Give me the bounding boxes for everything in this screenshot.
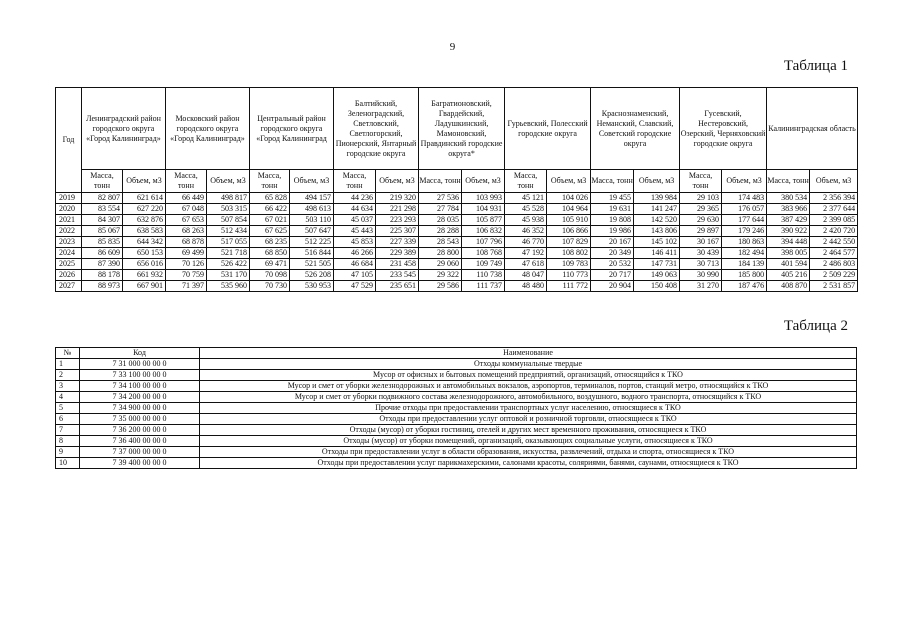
num-cell: 4 xyxy=(56,392,80,403)
mass-subheader: Масса, тонн xyxy=(419,170,462,193)
volume-subheader: Объем, м3 xyxy=(207,170,250,193)
volume-cell: 143 806 xyxy=(634,226,680,237)
volume-cell: 219 320 xyxy=(376,193,419,204)
volume-cell: 177 644 xyxy=(722,215,767,226)
mass-cell: 45 853 xyxy=(334,237,376,248)
volume-cell: 107 829 xyxy=(547,237,591,248)
region-header: Московский район городского округа «Город Калининград» xyxy=(166,88,250,170)
mass-cell: 45 443 xyxy=(334,226,376,237)
volume-cell: 174 483 xyxy=(722,193,767,204)
mass-cell: 20 532 xyxy=(591,259,634,270)
volume-cell: 145 102 xyxy=(634,237,680,248)
mass-cell: 29 103 xyxy=(680,193,722,204)
mass-cell: 68 850 xyxy=(250,248,290,259)
mass-subheader: Масса, тонн xyxy=(767,170,810,193)
mass-cell: 46 352 xyxy=(505,226,547,237)
mass-cell: 68 878 xyxy=(166,237,207,248)
volume-subheader: Объем, м3 xyxy=(376,170,419,193)
volume-cell: 2 486 803 xyxy=(810,259,858,270)
volume-cell: 146 411 xyxy=(634,248,680,259)
num-cell: 5 xyxy=(56,403,80,414)
volume-cell: 223 293 xyxy=(376,215,419,226)
year-cell: 2027 xyxy=(56,281,82,292)
table2-caption: Таблица 2 xyxy=(783,318,848,334)
table-row xyxy=(56,226,858,237)
mass-cell: 29 060 xyxy=(419,259,462,270)
region-header: Балтийский, Зеленоградский, Светловский, Светлогорский, Пионерский, Янтарный городские округа xyxy=(334,88,419,170)
code-cell: 7 34 200 00 00 0 xyxy=(80,392,200,403)
mass-cell: 67 021 xyxy=(250,215,290,226)
mass-cell: 28 288 xyxy=(419,226,462,237)
mass-cell: 19 455 xyxy=(591,193,634,204)
mass-cell: 29 365 xyxy=(680,204,722,215)
mass-cell: 408 870 xyxy=(767,281,810,292)
year-cell: 2025 xyxy=(56,259,82,270)
num-cell: 10 xyxy=(56,458,80,469)
volume-cell: 2 377 644 xyxy=(810,204,858,215)
mass-cell: 70 126 xyxy=(166,259,207,270)
mass-cell: 28 800 xyxy=(419,248,462,259)
volume-cell: 108 802 xyxy=(547,248,591,259)
mass-cell: 20 904 xyxy=(591,281,634,292)
table-row xyxy=(56,237,858,248)
table-row xyxy=(56,359,857,370)
volume-cell: 516 844 xyxy=(290,248,334,259)
num-cell: 8 xyxy=(56,436,80,447)
mass-cell: 48 480 xyxy=(505,281,547,292)
name-cell: Отходы (мусор) от уборки помещений, организаций, оказывающих социальные услуги, относящиеся к ТКО xyxy=(200,436,857,447)
volume-cell: 526 208 xyxy=(290,270,334,281)
volume-subheader: Объем, м3 xyxy=(547,170,591,193)
volume-subheader: Объем, м3 xyxy=(810,170,858,193)
region-header: Центральный район городского округа «Город Калининград xyxy=(250,88,334,170)
volume-cell: 512 225 xyxy=(290,237,334,248)
code-cell: 7 35 000 00 00 0 xyxy=(80,414,200,425)
volume-subheader: Объем, м3 xyxy=(722,170,767,193)
table-row xyxy=(56,403,857,414)
mass-cell: 20 717 xyxy=(591,270,634,281)
volume-cell: 503 315 xyxy=(207,204,250,215)
mass-cell: 394 448 xyxy=(767,237,810,248)
code-cell: 7 36 400 00 00 0 xyxy=(80,436,200,447)
volume-cell: 661 932 xyxy=(123,270,166,281)
mass-cell: 66 422 xyxy=(250,204,290,215)
year-cell: 2026 xyxy=(56,270,82,281)
mass-subheader: Масса, тонн xyxy=(250,170,290,193)
mass-cell: 28 543 xyxy=(419,237,462,248)
page-number: 9 xyxy=(449,41,456,53)
table-row xyxy=(56,281,858,292)
code-cell: 7 34 100 00 00 0 xyxy=(80,381,200,392)
volume-cell: 176 057 xyxy=(722,204,767,215)
mass-cell: 68 263 xyxy=(166,226,207,237)
table-row xyxy=(56,381,857,392)
table-row xyxy=(56,447,857,458)
mass-cell: 71 397 xyxy=(166,281,207,292)
volume-cell: 2 399 085 xyxy=(810,215,858,226)
mass-cell: 383 966 xyxy=(767,204,810,215)
table-row xyxy=(56,204,858,215)
mass-cell: 44 634 xyxy=(334,204,376,215)
code-header: Код xyxy=(80,348,200,359)
region-header: Краснознаменский, Неманский, Славский, Советский городские округа xyxy=(591,88,680,170)
year-cell: 2020 xyxy=(56,204,82,215)
volume-cell: 530 953 xyxy=(290,281,334,292)
mass-subheader: Масса, тонн xyxy=(166,170,207,193)
volume-cell: 109 783 xyxy=(547,259,591,270)
mass-cell: 45 528 xyxy=(505,204,547,215)
year-cell: 2021 xyxy=(56,215,82,226)
volume-cell: 2 442 550 xyxy=(810,237,858,248)
region-header: Гурьевский, Полесский городские округа xyxy=(505,88,591,170)
volume-cell: 225 307 xyxy=(376,226,419,237)
mass-cell: 65 828 xyxy=(250,193,290,204)
mass-cell: 46 770 xyxy=(505,237,547,248)
table1-caption: Таблица 1 xyxy=(783,58,848,74)
volume-cell: 108 768 xyxy=(462,248,505,259)
mass-cell: 46 266 xyxy=(334,248,376,259)
mass-cell: 47 105 xyxy=(334,270,376,281)
volume-cell: 110 773 xyxy=(547,270,591,281)
volume-cell: 179 246 xyxy=(722,226,767,237)
mass-cell: 45 938 xyxy=(505,215,547,226)
volume-cell: 142 520 xyxy=(634,215,680,226)
volume-cell: 229 389 xyxy=(376,248,419,259)
volume-cell: 111 772 xyxy=(547,281,591,292)
volume-cell: 494 157 xyxy=(290,193,334,204)
mass-cell: 29 586 xyxy=(419,281,462,292)
code-cell: 7 37 000 00 00 0 xyxy=(80,447,200,458)
mass-cell: 19 986 xyxy=(591,226,634,237)
volume-cell: 517 055 xyxy=(207,237,250,248)
mass-cell: 398 005 xyxy=(767,248,810,259)
num-cell: 6 xyxy=(56,414,80,425)
volume-cell: 105 877 xyxy=(462,215,505,226)
mass-cell: 67 653 xyxy=(166,215,207,226)
region-header: Ленинградский район городского округа «Город Калининград» xyxy=(82,88,166,170)
mass-subheader: Масса, тонн xyxy=(334,170,376,193)
region-header: Багратионовский, Гвардейский, Ладушкинский, Мамоновский, Правдинский городские округа* xyxy=(419,88,505,170)
mass-cell: 28 035 xyxy=(419,215,462,226)
volume-cell: 105 910 xyxy=(547,215,591,226)
volume-cell: 498 613 xyxy=(290,204,334,215)
mass-cell: 29 630 xyxy=(680,215,722,226)
mass-cell: 86 609 xyxy=(82,248,123,259)
volume-cell: 2 531 857 xyxy=(810,281,858,292)
mass-cell: 31 270 xyxy=(680,281,722,292)
volume-cell: 231 458 xyxy=(376,259,419,270)
volume-cell: 644 342 xyxy=(123,237,166,248)
volume-subheader: Объем, м3 xyxy=(634,170,680,193)
volume-cell: 512 434 xyxy=(207,226,250,237)
mass-cell: 47 618 xyxy=(505,259,547,270)
volume-cell: 147 731 xyxy=(634,259,680,270)
volume-cell: 233 545 xyxy=(376,270,419,281)
volume-cell: 107 796 xyxy=(462,237,505,248)
mass-cell: 69 499 xyxy=(166,248,207,259)
code-cell: 7 31 000 00 00 0 xyxy=(80,359,200,370)
volume-subheader: Объем, м3 xyxy=(123,170,166,193)
year-cell: 2023 xyxy=(56,237,82,248)
volume-cell: 650 153 xyxy=(123,248,166,259)
volume-cell: 2 509 229 xyxy=(810,270,858,281)
volume-subheader: Объем, м3 xyxy=(290,170,334,193)
waste-volume-table xyxy=(55,87,858,292)
table-row xyxy=(56,193,858,204)
table-row xyxy=(56,425,857,436)
mass-cell: 88 973 xyxy=(82,281,123,292)
region-header: Калининградская область xyxy=(767,88,858,170)
mass-cell: 88 178 xyxy=(82,270,123,281)
mass-cell: 30 713 xyxy=(680,259,722,270)
volume-cell: 104 964 xyxy=(547,204,591,215)
name-cell: Отходы при предоставлении услуг парикмахерскими, салонами красоты, соляриями, банями, саунами, относящиеся к ТКО xyxy=(200,458,857,469)
mass-cell: 45 037 xyxy=(334,215,376,226)
mass-cell: 87 390 xyxy=(82,259,123,270)
name-cell: Мусор и смет от уборки железнодорожных и автомобильных вокзалов, аэропортов, терминалов, портов, станций метро, относящийся к ТКО xyxy=(200,381,857,392)
num-header: № xyxy=(56,348,80,359)
mass-cell: 405 216 xyxy=(767,270,810,281)
mass-cell: 29 897 xyxy=(680,226,722,237)
num-cell: 1 xyxy=(56,359,80,370)
name-header: Наименование xyxy=(200,348,857,359)
mass-cell: 387 429 xyxy=(767,215,810,226)
mass-cell: 67 625 xyxy=(250,226,290,237)
name-cell: Отходы (мусор) от уборки гостиниц, отелей и других мест временного проживания, относящиеся к ТКО xyxy=(200,425,857,436)
mass-cell: 380 534 xyxy=(767,193,810,204)
mass-cell: 29 322 xyxy=(419,270,462,281)
mass-cell: 390 922 xyxy=(767,226,810,237)
table-row xyxy=(56,248,858,259)
volume-cell: 507 647 xyxy=(290,226,334,237)
mass-cell: 66 449 xyxy=(166,193,207,204)
name-cell: Отходы коммунальные твердые xyxy=(200,359,857,370)
mass-cell: 67 048 xyxy=(166,204,207,215)
mass-cell: 84 307 xyxy=(82,215,123,226)
name-cell: Мусор от офисных и бытовых помещений предприятий, организаций, относящийся к ТКО xyxy=(200,370,857,381)
volume-cell: 106 866 xyxy=(547,226,591,237)
mass-cell: 19 808 xyxy=(591,215,634,226)
mass-cell: 401 594 xyxy=(767,259,810,270)
volume-cell: 531 170 xyxy=(207,270,250,281)
volume-cell: 104 026 xyxy=(547,193,591,204)
volume-cell: 111 737 xyxy=(462,281,505,292)
name-cell: Отходы при предоставлении услуг в области образования, искусства, развлечений, отдыха и спорта, относящиеся к ТКО xyxy=(200,447,857,458)
mass-cell: 85 835 xyxy=(82,237,123,248)
mass-cell: 47 529 xyxy=(334,281,376,292)
table-row xyxy=(56,436,857,447)
volume-cell: 2 356 394 xyxy=(810,193,858,204)
volume-cell: 182 494 xyxy=(722,248,767,259)
volume-cell: 104 931 xyxy=(462,204,505,215)
volume-cell: 621 614 xyxy=(123,193,166,204)
volume-subheader: Объем, м3 xyxy=(462,170,505,193)
mass-subheader: Масса, тонн xyxy=(82,170,123,193)
volume-cell: 507 854 xyxy=(207,215,250,226)
volume-cell: 149 063 xyxy=(634,270,680,281)
mass-subheader: Масса, тонн xyxy=(680,170,722,193)
year-cell: 2019 xyxy=(56,193,82,204)
num-cell: 7 xyxy=(56,425,80,436)
name-cell: Мусор и смет от уборки подвижного состава железнодорожного, автомобильного, воздушного, водного транспорта, относящийся к ТКО xyxy=(200,392,857,403)
volume-cell: 106 832 xyxy=(462,226,505,237)
region-header: Гусевский, Нестеровский, Озерский, Черняховский городские округа xyxy=(680,88,767,170)
volume-cell: 235 651 xyxy=(376,281,419,292)
volume-cell: 526 422 xyxy=(207,259,250,270)
code-cell: 7 39 400 00 00 0 xyxy=(80,458,200,469)
volume-cell: 109 749 xyxy=(462,259,505,270)
table-row xyxy=(56,458,857,469)
mass-cell: 69 471 xyxy=(250,259,290,270)
mass-cell: 85 067 xyxy=(82,226,123,237)
mass-cell: 82 807 xyxy=(82,193,123,204)
num-cell: 9 xyxy=(56,447,80,458)
table-row xyxy=(56,414,857,425)
volume-cell: 638 583 xyxy=(123,226,166,237)
mass-cell: 20 349 xyxy=(591,248,634,259)
mass-cell: 68 235 xyxy=(250,237,290,248)
mass-cell: 46 684 xyxy=(334,259,376,270)
volume-cell: 184 139 xyxy=(722,259,767,270)
mass-cell: 30 167 xyxy=(680,237,722,248)
mass-cell: 47 192 xyxy=(505,248,547,259)
mass-subheader: Масса, тонн xyxy=(591,170,634,193)
mass-cell: 48 047 xyxy=(505,270,547,281)
volume-cell: 521 505 xyxy=(290,259,334,270)
table-row xyxy=(56,392,857,403)
volume-cell: 498 817 xyxy=(207,193,250,204)
mass-cell: 27 536 xyxy=(419,193,462,204)
code-cell: 7 36 200 00 00 0 xyxy=(80,425,200,436)
mass-cell: 70 759 xyxy=(166,270,207,281)
volume-cell: 2 464 577 xyxy=(810,248,858,259)
year-header: Год xyxy=(56,88,82,193)
volume-cell: 667 901 xyxy=(123,281,166,292)
volume-cell: 2 420 720 xyxy=(810,226,858,237)
volume-cell: 110 738 xyxy=(462,270,505,281)
table-row xyxy=(56,215,858,226)
year-cell: 2022 xyxy=(56,226,82,237)
code-cell: 7 34 900 00 00 0 xyxy=(80,403,200,414)
mass-cell: 20 167 xyxy=(591,237,634,248)
mass-cell: 19 631 xyxy=(591,204,634,215)
volume-cell: 187 476 xyxy=(722,281,767,292)
mass-cell: 45 121 xyxy=(505,193,547,204)
code-cell: 7 33 100 00 00 0 xyxy=(80,370,200,381)
mass-subheader: Масса, тонн xyxy=(505,170,547,193)
mass-cell: 83 554 xyxy=(82,204,123,215)
name-cell: Отходы при предоставлении услуг оптовой и розничной торговли, относящиеся к ТКО xyxy=(200,414,857,425)
volume-cell: 221 298 xyxy=(376,204,419,215)
mass-cell: 30 439 xyxy=(680,248,722,259)
mass-cell: 70 730 xyxy=(250,281,290,292)
volume-cell: 180 863 xyxy=(722,237,767,248)
table-row xyxy=(56,259,858,270)
volume-cell: 627 220 xyxy=(123,204,166,215)
volume-cell: 632 876 xyxy=(123,215,166,226)
volume-cell: 103 993 xyxy=(462,193,505,204)
mass-cell: 70 098 xyxy=(250,270,290,281)
num-cell: 3 xyxy=(56,381,80,392)
volume-cell: 185 800 xyxy=(722,270,767,281)
year-cell: 2024 xyxy=(56,248,82,259)
volume-cell: 141 247 xyxy=(634,204,680,215)
volume-cell: 150 408 xyxy=(634,281,680,292)
name-cell: Прочие отходы при предоставлении транспортных услуг населению, относящиеся к ТКО xyxy=(200,403,857,414)
volume-cell: 503 110 xyxy=(290,215,334,226)
mass-cell: 30 990 xyxy=(680,270,722,281)
mass-cell: 44 236 xyxy=(334,193,376,204)
waste-codes-table xyxy=(55,347,857,469)
volume-cell: 227 339 xyxy=(376,237,419,248)
volume-cell: 139 984 xyxy=(634,193,680,204)
table-row xyxy=(56,370,857,381)
volume-cell: 656 016 xyxy=(123,259,166,270)
table-row xyxy=(56,270,858,281)
volume-cell: 521 718 xyxy=(207,248,250,259)
mass-cell: 27 784 xyxy=(419,204,462,215)
num-cell: 2 xyxy=(56,370,80,381)
volume-cell: 535 960 xyxy=(207,281,250,292)
